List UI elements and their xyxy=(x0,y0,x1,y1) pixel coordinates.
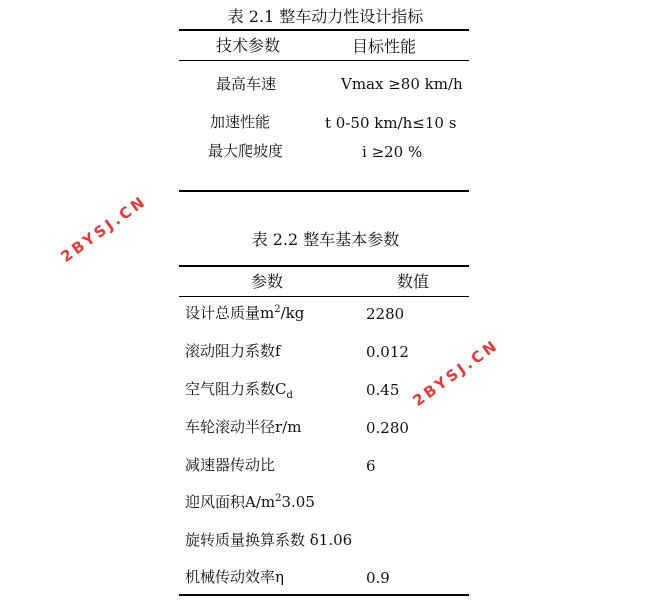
table-2-header-rule xyxy=(179,296,469,297)
table-2-row-8-value: 0.9 xyxy=(366,569,390,587)
table-2-row-1-param: 设计总质量$m^2/kg$ xyxy=(185,304,305,322)
table-1-header-param: 技术参数 xyxy=(216,36,281,55)
table-1-row-2-target: t 0-50 km/h≤10 s xyxy=(325,114,457,132)
table-2-row-3-param: 空气阻力系数$C_d$ xyxy=(185,380,293,401)
table-2-row-6-param: 迎风面积$A/m^23.05$ xyxy=(185,493,315,511)
table-2-header-value: 数值 xyxy=(397,272,430,291)
watermark-left: 2BYSJ.CN xyxy=(57,191,151,266)
table-1-row-1-target: Vmax ≥80 km/h xyxy=(341,75,463,93)
table-1-row-3-param: 最大爬坡度 xyxy=(208,142,284,160)
table-1-row-3-target: i ≥20 % xyxy=(362,143,423,161)
table-1-bottom-rule xyxy=(179,190,469,192)
table-2-row-1-value: 2280 xyxy=(366,305,405,323)
watermark-right: 2BYSJ.CN xyxy=(409,335,503,410)
table-2-row-2-param: 滚动阻力系数f xyxy=(185,342,281,360)
table-1-caption: 表 2.1 整车动力性设计指标 xyxy=(227,7,424,26)
table-1-header-target: 目标性能 xyxy=(352,37,417,56)
table-2-row-7-param: 旋转质量换算系数 δ1.06 xyxy=(185,531,353,549)
table-1-row-1-param: 最高车速 xyxy=(216,75,277,93)
table-2-caption: 表 2.2 整车基本参数 xyxy=(251,230,400,249)
table-2-row-5-value: 6 xyxy=(366,457,376,475)
table-2-row-4-param: 车轮滚动半径r/m xyxy=(185,418,302,436)
table-2-row-5-param: 减速器传动比 xyxy=(185,456,276,474)
table-2-row-4-value: 0.280 xyxy=(366,419,409,437)
table-1-row-2-param: 加速性能 xyxy=(210,113,271,131)
table-2-bottom-rule xyxy=(179,594,469,596)
table-2-row-8-param: 机械传动效率η xyxy=(185,568,284,586)
table-2-row-3-value: 0.45 xyxy=(366,381,400,399)
table-2-header-param: 参数 xyxy=(251,272,284,291)
table-2-row-2-value: 0.012 xyxy=(366,343,409,361)
table-2-top-rule xyxy=(179,265,469,267)
table-1-top-rule xyxy=(179,29,469,31)
table-1-header-rule xyxy=(179,60,469,61)
